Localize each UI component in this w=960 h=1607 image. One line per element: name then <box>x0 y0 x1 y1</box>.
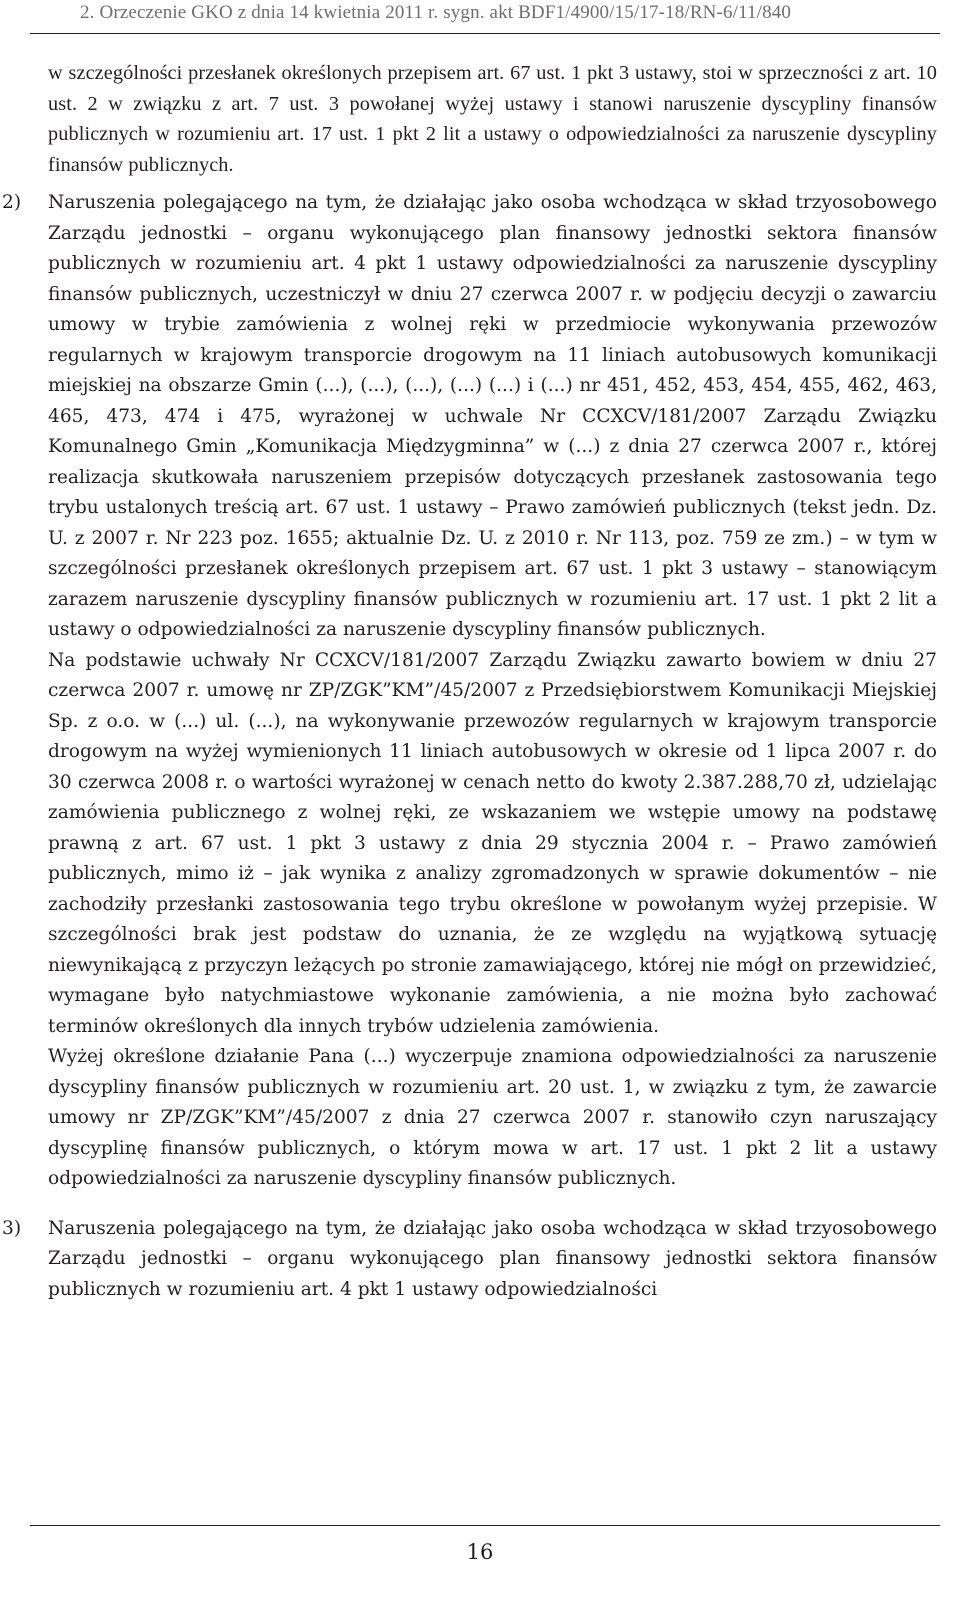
list-item-text: Naruszenia polegającego na tym, że działając jako osoba wchodząca w skład trzyosobowego Zarządu jednostki – organu wykonującego plan finansowy jednostki sektora finansów publicznych w rozumieniu art. 4 pkt 1 ustawy odpowiedzialności za naruszenie dyscypliny finansów publicznych, uczestniczył w dniu 27 czerwca 2007 r. w podjęciu decyzji o zawarciu umowy w trybie zamówienia z wolnej ręki w przedmiocie wykonywania przewozów regularnych w krajowym transporcie drogowym na 11 liniach autobusowych komunikacji miejskiej na obszarze Gmin (...), (...), (...), (...) (...) i (...) nr 451, 452, 453, 454, 455, 462, 463, 465, 473, 474 i 475, wyrażonej w uchwale Nr CCXCV/181/2007 Zarządu Związku Komunalnego Gmin „Komunikacja Międzygminna” w (...) z dnia 27 czerwca 2007 r., której realizacja skutkowała naruszeniem przepisów dotyczących przesłanek zastosowania tego trybu ustalonych treścią art. 67 ust. 1 ustawy – Prawo zamówień publicznych (tekst jedn. Dz. U. z 2007 r. Nr 223 poz. 1655; aktualnie Dz. U. z 2010 r. Nr 113, poz. 759 ze zm.) – w tym w szczególności przesłanek określonych przepisem art. 67 ust. 1 pkt 3 ustawy – stanowiącym zarazem naruszenie dyscypliny finansów publicznych w rozumieniu art. 17 ust. 1 pkt 2 lit a ustawy o odpowiedzialności za naruszenie dyscypliny finansów publicznych. <box>48 192 937 640</box>
paragraph-conclusion: Wyżej określone działanie Pana (...) wyczerpuje znamiona odpowiedzialności za naruszenie dyscypliny finansów publicznych w rozumieniu art. 20 ust. 1, w związku z tym, że zawarcie umowy nr ZP/ZGK”KM”/45/2007 z dnia 27 czerwca 2007 r. stanowiło czyn naruszający dyscyplinę finansów publicznych, o którym mowa w art. 17 ust. 1 pkt 2 lit a ustawy odpowiedzialności za naruszenie dyscypliny finansów publicznych. <box>48 1046 937 1189</box>
list-item-number: 2) <box>2 192 22 213</box>
list-item-text: Naruszenia polegającego na tym, że działając jako osoba wchodząca w skład trzyosobowego Zarządu jednostki – organu wykonującego plan finansowy jednostki sektora finansów publicznych w rozumieniu art. 4 pkt 1 ustawy odpowiedzialności <box>48 1217 937 1300</box>
running-header: 2. Orzeczenie GKO z dnia 14 kwietnia 2011 r. sygn. akt BDF1/4900/15/17-18/RN-6/11/840 <box>80 2 792 23</box>
paragraph-basis: Na podstawie uchwały Nr CCXCV/181/2007 Zarządu Związku zawarto bowiem w dniu 27 czerwca 2007 r. umowę nr ZP/ZGK”KM”/45/2007 z Przedsiębiorstwem Komunikacji Miejskiej Sp. z o.o. w (...) ul. (...), na wykonywanie przewozów regularnych w krajowym transporcie drogowym na wyżej wymienionych 11 liniach autobusowych w okresie od 1 lipca 2007 r. do 30 czerwca 2008 r. o wartości wyrażonej w cenach netto do kwoty 2.387.288,70 zł, udzielając zamówienia publicznego z wolnej ręki, ze wskazaniem we wstępie umowy na podstawę prawną z art. 67 ust. 1 pkt 3 ustawy z dnia 29 stycznia 2004 r. – Prawo zamówień publicznych, mimo iż – jak wynika z analizy zgromadzonych w sprawie dokumentów – nie zachodziły przesłanki zastosowania tego trybu określone w powołanym wyżej przepisie. W szczególności brak jest podstaw do uznania, że ze względu na wyjątkową sytuację niewynikającą z przyczyn leżących po stronie zamawiającego, której nie mógł on przewidzieć, wymagane było natychmiastowe wykonanie zamówienia, a nie można było zachować terminów określonych dla innych trybów udzielenia zamówienia. <box>48 649 937 1037</box>
document-body <box>2 58 937 1305</box>
page-number: 16 <box>466 1540 494 1564</box>
list-item-number: 3) <box>2 1217 22 1239</box>
list-item-2 <box>2 188 937 646</box>
list-item-3 <box>2 1214 937 1306</box>
footer-divider <box>30 1525 940 1526</box>
continued-paragraph: w szczególności przesłanek określonych przepisem art. 67 ust. 1 pkt 3 ustawy, stoi w sprzeczności z art. 10 ust. 2 w związku z art. 7 ust. 3 powołanej wyżej ustawy i stanowi naruszenie dyscypliny finansów publicznych w rozumieniu art. 17 ust. 1 pkt 2 lit a ustawy o odpowiedzialności za naruszenie dyscypliny finansów publicznych. <box>48 62 937 176</box>
header-divider <box>30 33 940 34</box>
